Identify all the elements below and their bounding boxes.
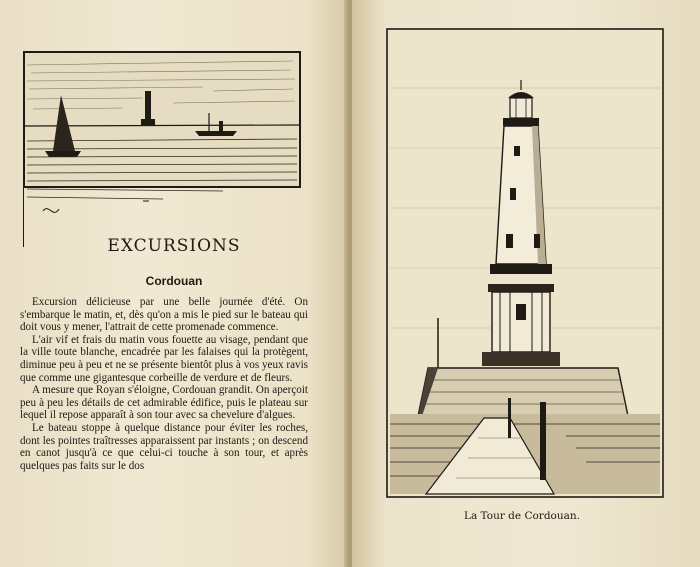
- section-heading: EXCURSIONS: [107, 236, 241, 256]
- paragraph-4: Le bateau stoppe à quelque distance pour éviter les roches, dont les pointes traîtresses apparaissent par instants ; on descend en canot jusqu'à ce que celui-ci touche à son tour, et après quelques pas faits sur le dos: [20, 421, 308, 472]
- paragraph-3: A mesure que Royan s'éloigne, Cordouan grandit. On aperçoit peu à peu les détails de cet admirable édifice, puis le plateau sur lequel il repose apparaît à son tour avec sa chevelure d'algues.: [20, 384, 308, 422]
- lighthouse-engraving: [386, 28, 664, 498]
- left-page: [0, 0, 348, 567]
- seascape-engraving: [23, 51, 301, 247]
- paragraph-1: Excursion délicieuse par une belle journée d'été. On s'embarque le matin, et, dès qu'on a mis le pied sur le bateau qui doit vous y mener, l'attrait de cette promenade commence.: [20, 296, 308, 334]
- plate-caption: La Tour de Cordouan.: [463, 510, 580, 522]
- body-text: [20, 296, 308, 472]
- section-subheading: Cordouan: [145, 274, 203, 288]
- paragraph-2: L'air vif et frais du matin vous fouette au visage, pendant que la ville toute blanche, encadrée par les falaises qui la protègent, diminue peu à peu et ne se présente bientôt plus à vos yeux ravis que comme une gigantesque corbeille de verdure et de fleurs.: [20, 333, 308, 384]
